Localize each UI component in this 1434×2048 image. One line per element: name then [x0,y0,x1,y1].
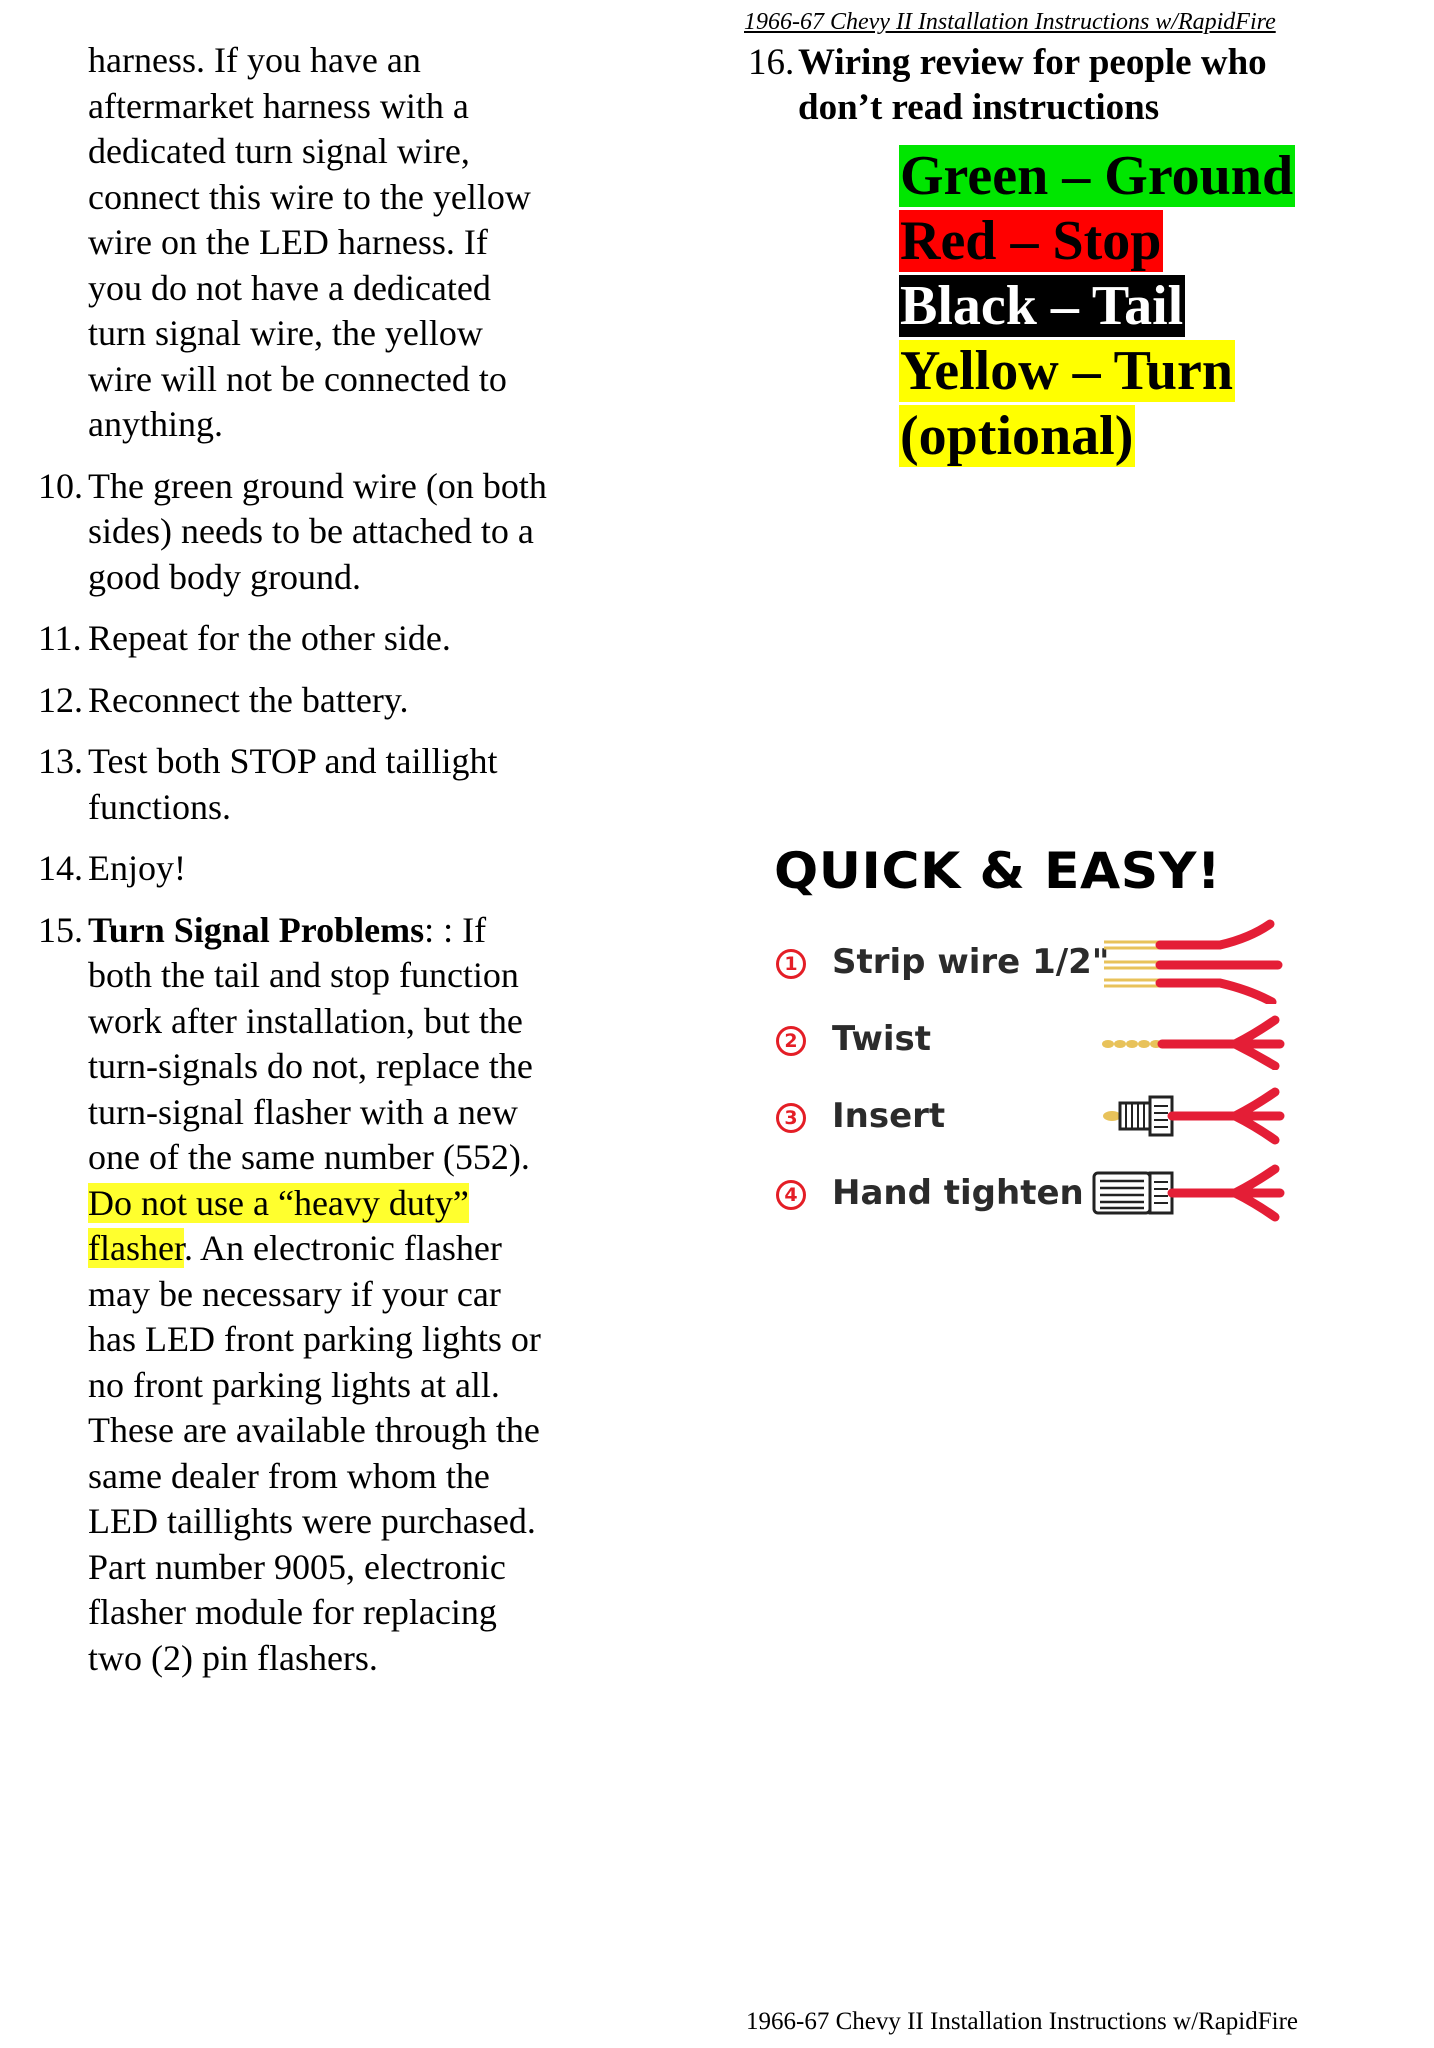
text-line: anything. [88,404,223,444]
text-line: flasher module for replacing [88,1592,497,1632]
step-number: 14. [38,848,83,888]
text-line: turn signal wire, the yellow [88,313,483,353]
text-line: harness. If you have an [88,40,421,80]
step-number: 11. [38,618,82,658]
text-line: Test both STOP and taillight [88,741,498,781]
running-header: 1966-67 Chevy II Installation Instructions w/RapidFire [744,9,1276,35]
text-line: These are available through the [88,1410,540,1450]
text-line: both the tail and stop function [88,955,519,995]
text-line: you do not have a dedicated [88,267,491,308]
text-line: Reconnect the battery. [88,679,409,720]
step-10 [38,464,598,601]
insert-connector-illustration [1100,1086,1285,1148]
quick-easy-title: QUICK & EASY! [774,842,1222,900]
running-footer: 1966-67 Chevy II Installation Instructions w/RapidFire [746,2008,1299,2035]
legend-green-ground: Green – Ground [900,145,1294,207]
legend-row-yellow [899,339,1295,404]
step-circle: 4 [776,1180,806,1210]
text-line: aftermarket harness with a [88,85,469,126]
legend-row-black [899,274,1295,339]
text-fragment: . An electronic flasher [183,1228,502,1268]
step-16 [748,40,1348,130]
step-label: Twist [832,1019,932,1059]
text-line: no front parking lights at all. [88,1364,500,1405]
continued-step-9 [38,38,598,448]
step-number: 13. [38,741,83,781]
step-11 [38,616,598,662]
hand-tighten-illustration [1090,1164,1285,1226]
text-line: wire on the LED harness. If [88,222,488,262]
step-number: 12. [38,679,83,720]
text-line [88,1181,598,1227]
text-line [88,908,598,954]
text-line: work after installation, but the [88,1000,523,1041]
step-number: 16. [748,42,795,83]
legend-row-green [899,144,1295,209]
text-line: sides) needs to be attached to a [88,511,534,551]
legend-row-optional [899,404,1295,469]
legend-black-tail: Black – Tail [900,275,1184,337]
step-12 [38,678,598,724]
text-line: two (2) pin flashers. [88,1637,378,1678]
text-line: LED taillights were purchased. [88,1501,536,1541]
text-line: one of the same number (552). [88,1137,530,1177]
text-line: may be necessary if your car [88,1273,501,1314]
warning-highlight: Do not use a “heavy duty” [88,1182,469,1223]
legend-red-stop: Red – Stop [900,210,1162,272]
legend-optional: (optional) [900,405,1134,467]
text-line: connect this wire to the yellow [88,176,531,217]
text-line: Enjoy! [88,848,186,888]
text-line [88,1226,598,1272]
wire-color-legend [899,144,1295,469]
step-heading: don’t read instructions [798,87,1160,128]
step-label: Insert [832,1096,946,1136]
step-13 [38,739,598,830]
text-line: The green ground wire (on both [88,465,547,506]
text-line: functions. [88,786,231,827]
text-line: same dealer from whom the [88,1455,490,1496]
text-line: has LED front parking lights or [88,1319,541,1359]
left-column [38,38,598,1697]
step-14 [38,846,598,892]
step-number: 10. [38,465,83,506]
text-line: Repeat for the other side. [88,618,451,658]
warning-highlight: flasher [88,1228,184,1268]
step-circle: 2 [776,1026,806,1056]
legend-yellow-turn: Yellow – Turn [900,340,1233,402]
text-line: good body ground. [88,556,361,597]
text-line: turn-signals do not, replace the [88,1046,533,1086]
step-heading: Turn Signal Problems [88,909,425,950]
text-line: dedicated turn signal wire, [88,131,470,171]
legend-row-red [899,209,1295,274]
step-circle: 3 [776,1103,806,1133]
step-15 [38,908,598,1682]
step-label: Strip wire 1/2" [832,942,1110,982]
text-fragment: : : If [424,909,487,950]
step-label: Hand tighten [832,1173,1084,1213]
text-line: wire will not be connected to [88,358,507,399]
step-circle: 1 [776,949,806,979]
twisted-wire-illustration [1100,1010,1285,1070]
text-line: Part number 9005, electronic [88,1546,506,1587]
text-line: turn-signal flasher with a new [88,1091,518,1132]
stripped-wire-illustration [1100,918,1285,1004]
step-heading: Wiring review for people who [798,42,1267,83]
step-number: 15. [38,909,83,950]
